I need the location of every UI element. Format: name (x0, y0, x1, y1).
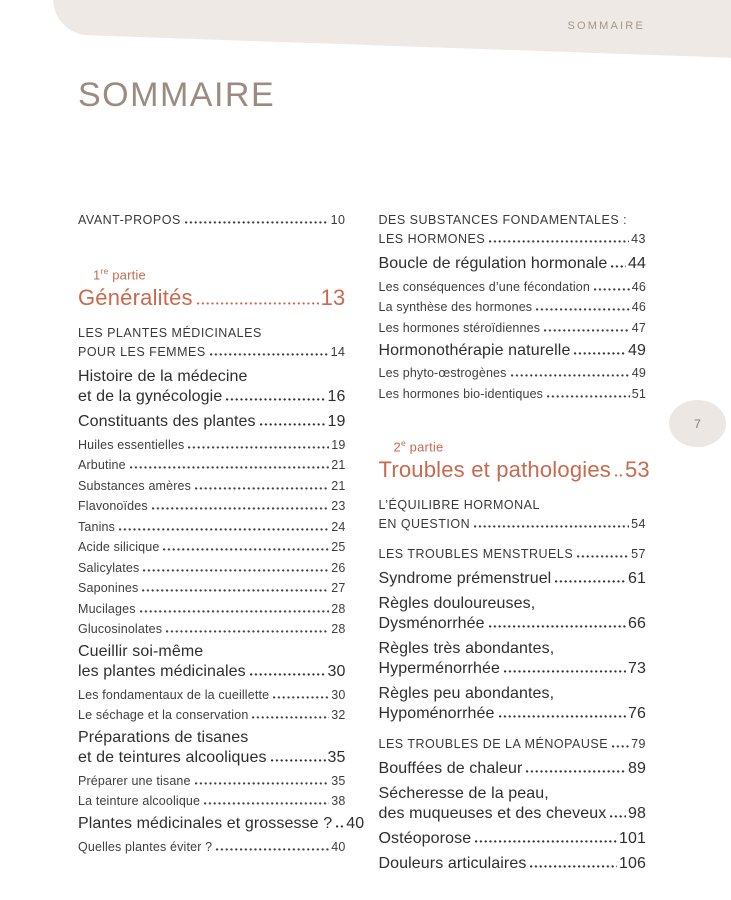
dot-leader (166, 629, 329, 633)
page-number: 16 (327, 388, 346, 406)
entry-title: Les fondamentaux de la cueillette (78, 687, 270, 702)
entry-title: Douleurs articulaires (378, 854, 527, 872)
page-number: 21 (331, 458, 346, 473)
entry-title: Histoire de la médecine (78, 368, 248, 386)
dot-leader (526, 769, 626, 773)
folio-number: 7 (694, 416, 701, 431)
entry-title: Syndrome prémenstruel (378, 569, 552, 587)
page-number: 25 (331, 540, 346, 555)
page-number: 61 (628, 569, 646, 587)
entry-line (78, 324, 346, 343)
toc-entry (78, 412, 346, 432)
page-number: 40 (331, 839, 346, 854)
toc-entry (78, 520, 346, 535)
entry-title: des muqueuses et des cheveux (378, 804, 607, 822)
part-heading (378, 435, 650, 485)
toc-entry (78, 728, 346, 768)
toc-entry (78, 540, 346, 555)
entry-title: Le séchage et la conservation (78, 708, 249, 723)
dot-leader (142, 588, 329, 592)
entry-line (379, 735, 647, 754)
page-number: 35 (327, 749, 346, 767)
toc-entry (379, 639, 647, 679)
entry-line (78, 343, 346, 362)
page-number: 19 (331, 437, 346, 452)
entry-line (78, 814, 365, 834)
page-number: 101 (619, 829, 646, 847)
page-number: 23 (331, 499, 346, 514)
entry-line (78, 688, 346, 703)
dot-leader (610, 814, 626, 818)
toc-entry (379, 280, 647, 295)
page-number: 32 (331, 708, 346, 723)
entry-line (78, 728, 346, 748)
toc-entry (379, 321, 647, 336)
toc-entry (78, 324, 346, 362)
page-number: 10 (330, 213, 346, 227)
toc-entry (379, 784, 647, 824)
entry-line (379, 614, 647, 634)
dot-leader (475, 839, 617, 843)
entry-line (78, 581, 346, 596)
part-heading (78, 263, 346, 313)
entry-title: La synthèse des hormones (378, 300, 533, 314)
entry-line (78, 561, 346, 576)
toc-entry (379, 545, 647, 564)
entry-line (78, 602, 346, 617)
dot-leader (504, 669, 626, 673)
page-number: 51 (631, 386, 646, 401)
toc-entry (78, 479, 346, 494)
page-title: SOMMAIRE (78, 76, 276, 114)
entry-line (78, 438, 346, 453)
dot-leader (119, 527, 329, 531)
entry-title: Sécheresse de la peau, (378, 784, 549, 802)
entry-title: Les hormones bio-identiques (378, 386, 544, 401)
entry-title: les plantes médicinales (78, 663, 246, 681)
entry-line (78, 367, 346, 387)
page-number: 44 (628, 255, 646, 272)
dot-leader (216, 847, 329, 851)
page-number: 66 (628, 614, 646, 632)
page-number: 28 (331, 601, 346, 616)
entry-title: La teinture alcoolique (78, 794, 201, 809)
entry-title: et de la gynécologie (78, 388, 223, 406)
entry-title: Arbutine (78, 458, 126, 473)
entry-title: Les conséquences d’une fécondation (378, 279, 591, 294)
folio-badge (669, 400, 726, 447)
entry-title: Salicylates (78, 560, 140, 575)
entry-line (78, 622, 346, 637)
toc-entry (379, 366, 647, 381)
toc-column-left (78, 200, 365, 874)
entry-line (78, 412, 346, 432)
page-number: 54 (631, 516, 646, 531)
toc-entry (379, 735, 647, 754)
entry-title: et de teintures alcooliques (78, 749, 267, 767)
entry-title: Règles peu abondantes, (378, 684, 555, 702)
page-number: 89 (628, 759, 646, 777)
entry-line (379, 659, 647, 679)
toc-entry (379, 387, 647, 402)
toc-entry (78, 581, 346, 596)
entry-title: Flavonoïdes (78, 499, 148, 514)
dot-leader (130, 465, 330, 469)
entry-title: DES SUBSTANCES FONDAMENTALES : (378, 213, 628, 227)
entry-title: Boucle de régulation hormonale (378, 255, 608, 272)
toc-entry (78, 814, 365, 834)
entry-title: Préparations de tisanes (78, 729, 249, 747)
toc-entry (379, 254, 647, 274)
dot-leader (336, 824, 344, 828)
part-label-superscript: re (100, 266, 109, 276)
dot-leader (489, 624, 626, 628)
entry-line (78, 520, 346, 535)
entry-title: Huiles essentielles (78, 437, 185, 452)
page-number: 38 (331, 794, 346, 809)
dot-leader (195, 781, 330, 785)
entry-title: Bouffées de chaleur (378, 759, 523, 777)
entry-line (78, 479, 346, 494)
dot-leader (536, 307, 630, 311)
entry-title: Saponines (78, 581, 139, 596)
toc-column-right (378, 200, 650, 874)
page-number: 26 (331, 560, 346, 575)
entry-title: Hormonothérapie naturelle (378, 341, 571, 359)
dot-leader (511, 373, 630, 377)
entry-line (379, 366, 647, 381)
dot-leader (530, 864, 617, 868)
entry-line (78, 642, 346, 662)
entry-title: Cueillir soi-même (78, 643, 204, 661)
dot-leader (210, 352, 329, 356)
entry-line (78, 794, 346, 809)
running-head: SOMMAIRE (567, 20, 645, 32)
dot-leader (499, 714, 626, 718)
entry-title: Acide silicique (78, 540, 160, 555)
dot-leader (195, 486, 329, 490)
dot-leader (271, 758, 326, 762)
dot-leader (252, 715, 329, 719)
entry-title: Plantes médicinales et grossesse ? (78, 815, 333, 833)
toc-entry (78, 499, 346, 514)
page-number: 49 (631, 366, 646, 380)
page-number: 30 (327, 663, 346, 681)
toc-columns (78, 200, 650, 874)
entry-title: Mucilages (78, 601, 136, 616)
entry-title: L’ÉQUILIBRE HORMONAL (378, 497, 540, 512)
page-number: 27 (331, 581, 346, 596)
dot-leader (260, 422, 326, 426)
toc-entry (78, 561, 346, 576)
entry-line (379, 341, 647, 361)
toc-entry (379, 759, 647, 779)
entry-line (78, 499, 346, 514)
dot-leader (273, 695, 329, 699)
toc-entry (78, 438, 346, 453)
part-title: Généralités (78, 285, 193, 311)
entry-line (78, 840, 346, 855)
page-number: 47 (631, 320, 646, 335)
entry-title: LES TROUBLES MENSTRUELS (378, 546, 574, 561)
page-number: 14 (330, 345, 346, 360)
entry-line (78, 708, 346, 723)
part-label-superscript: e (400, 437, 406, 448)
entry-title: AVANT-PROPOS (78, 213, 181, 227)
entry-title: EN QUESTION (378, 516, 471, 531)
page-number: 24 (331, 519, 346, 534)
toc-entry (379, 594, 647, 634)
entry-line (379, 804, 647, 824)
toc-entry (78, 622, 346, 637)
entry-line (78, 774, 346, 789)
toc-entry (379, 854, 647, 874)
part-title-line (378, 455, 650, 485)
toc-entry (78, 602, 346, 617)
entry-title: Ostéoporose (378, 829, 472, 847)
entry-line (379, 684, 647, 704)
entry-title: Dysménorrhée (378, 614, 485, 632)
entry-title: Hyperménorrhée (378, 659, 500, 677)
dot-leader (574, 351, 626, 355)
entry-line (78, 211, 346, 230)
dot-leader (143, 568, 329, 572)
entry-title: Règles douloureuses, (378, 594, 536, 612)
entry-line (379, 704, 647, 724)
entry-line (379, 496, 647, 515)
dot-leader (555, 579, 626, 583)
dot-leader (547, 394, 630, 398)
part-title-line (78, 283, 346, 313)
dot-leader (250, 672, 326, 676)
page-number: 46 (631, 279, 646, 294)
page-number: 106 (619, 854, 646, 872)
toc-entry (78, 708, 346, 723)
entry-title: Préparer une tisane (78, 773, 191, 788)
dot-leader (188, 445, 329, 449)
toc-entry (78, 642, 346, 682)
page-number: 21 (331, 478, 346, 493)
page-number: 73 (628, 659, 646, 677)
page-number: 49 (628, 341, 646, 359)
page-number: 19 (327, 413, 346, 431)
page-number: 30 (331, 687, 346, 702)
entry-line (379, 569, 647, 589)
part-label: 2e partie (393, 437, 444, 454)
toc-entry (379, 829, 647, 849)
entry-title: Constituants des plantes (78, 413, 256, 431)
page-number: 76 (628, 704, 646, 722)
toc-entry (78, 688, 346, 703)
entry-line (379, 230, 647, 249)
dot-leader (140, 609, 330, 613)
dot-leader (544, 328, 630, 332)
page-number: 57 (631, 546, 646, 561)
toc-entry (78, 840, 346, 855)
dot-leader (615, 472, 623, 477)
toc-entry (78, 458, 346, 473)
entry-line (379, 387, 647, 402)
entry-line (379, 545, 647, 564)
dot-leader (611, 264, 626, 268)
dot-leader (594, 287, 630, 291)
toc-entry (78, 794, 346, 809)
dot-leader (204, 801, 329, 805)
part-label: 1re partie (93, 266, 146, 283)
entry-line (379, 300, 647, 315)
toc-entry (78, 774, 346, 789)
entry-title: Substances amères (78, 478, 192, 493)
entry-title: Hypoménorrhée (378, 704, 495, 722)
entry-title: LES TROUBLES DE LA MÉNOPAUSE (378, 736, 609, 751)
dot-leader (152, 506, 330, 510)
toc-entry (379, 496, 647, 534)
entry-line (78, 540, 346, 555)
page-number: 98 (628, 804, 646, 822)
toc-entry (379, 300, 647, 315)
entry-line (379, 759, 647, 779)
toc-entry (379, 211, 647, 249)
entry-title: Règles très abondantes, (378, 639, 555, 657)
page-number: 40 (346, 815, 365, 833)
entry-line (379, 515, 647, 534)
entry-title: POUR LES FEMMES (78, 345, 206, 360)
dot-leader (577, 554, 629, 558)
dot-leader (197, 300, 319, 305)
dot-leader (163, 547, 329, 551)
entry-line (379, 280, 647, 295)
entry-line (379, 321, 647, 336)
page-number: 35 (331, 773, 346, 788)
toc-entry (78, 211, 346, 230)
entry-line (379, 594, 647, 614)
toc-entry (78, 367, 346, 407)
entry-line (78, 662, 346, 682)
page-number: 79 (631, 736, 646, 751)
toc-entry (379, 569, 647, 589)
entry-line (379, 254, 647, 274)
entry-title: Tanins (78, 519, 116, 534)
entry-line (379, 639, 647, 659)
page-number: 43 (631, 232, 646, 246)
toc-entry (379, 684, 647, 724)
entry-line (78, 748, 346, 768)
page-number: 46 (631, 300, 646, 314)
part-title: Troubles et pathologies (378, 456, 611, 482)
dot-leader (612, 744, 629, 748)
dot-leader (474, 524, 629, 528)
toc-entry (379, 341, 647, 361)
entry-title: LES PLANTES MÉDICINALES (78, 326, 262, 341)
entry-line (379, 784, 647, 804)
entry-title: Les phyto-œstrogènes (378, 366, 507, 380)
entry-line (379, 211, 647, 230)
dot-leader (226, 397, 325, 401)
entry-title: Quelles plantes éviter ? (78, 839, 213, 854)
entry-line (379, 854, 647, 874)
entry-title: Les hormones stéroïdiennes (378, 320, 541, 335)
dot-leader (489, 239, 629, 243)
page-number: 53 (625, 456, 650, 482)
dot-leader (185, 220, 329, 224)
entry-title: Glucosinolates (78, 622, 163, 637)
entry-line (78, 387, 346, 407)
page-number: 28 (331, 622, 346, 637)
page-number: 13 (320, 285, 346, 311)
entry-title: LES HORMONES (378, 232, 486, 246)
entry-line (379, 829, 647, 849)
entry-line (78, 458, 346, 473)
